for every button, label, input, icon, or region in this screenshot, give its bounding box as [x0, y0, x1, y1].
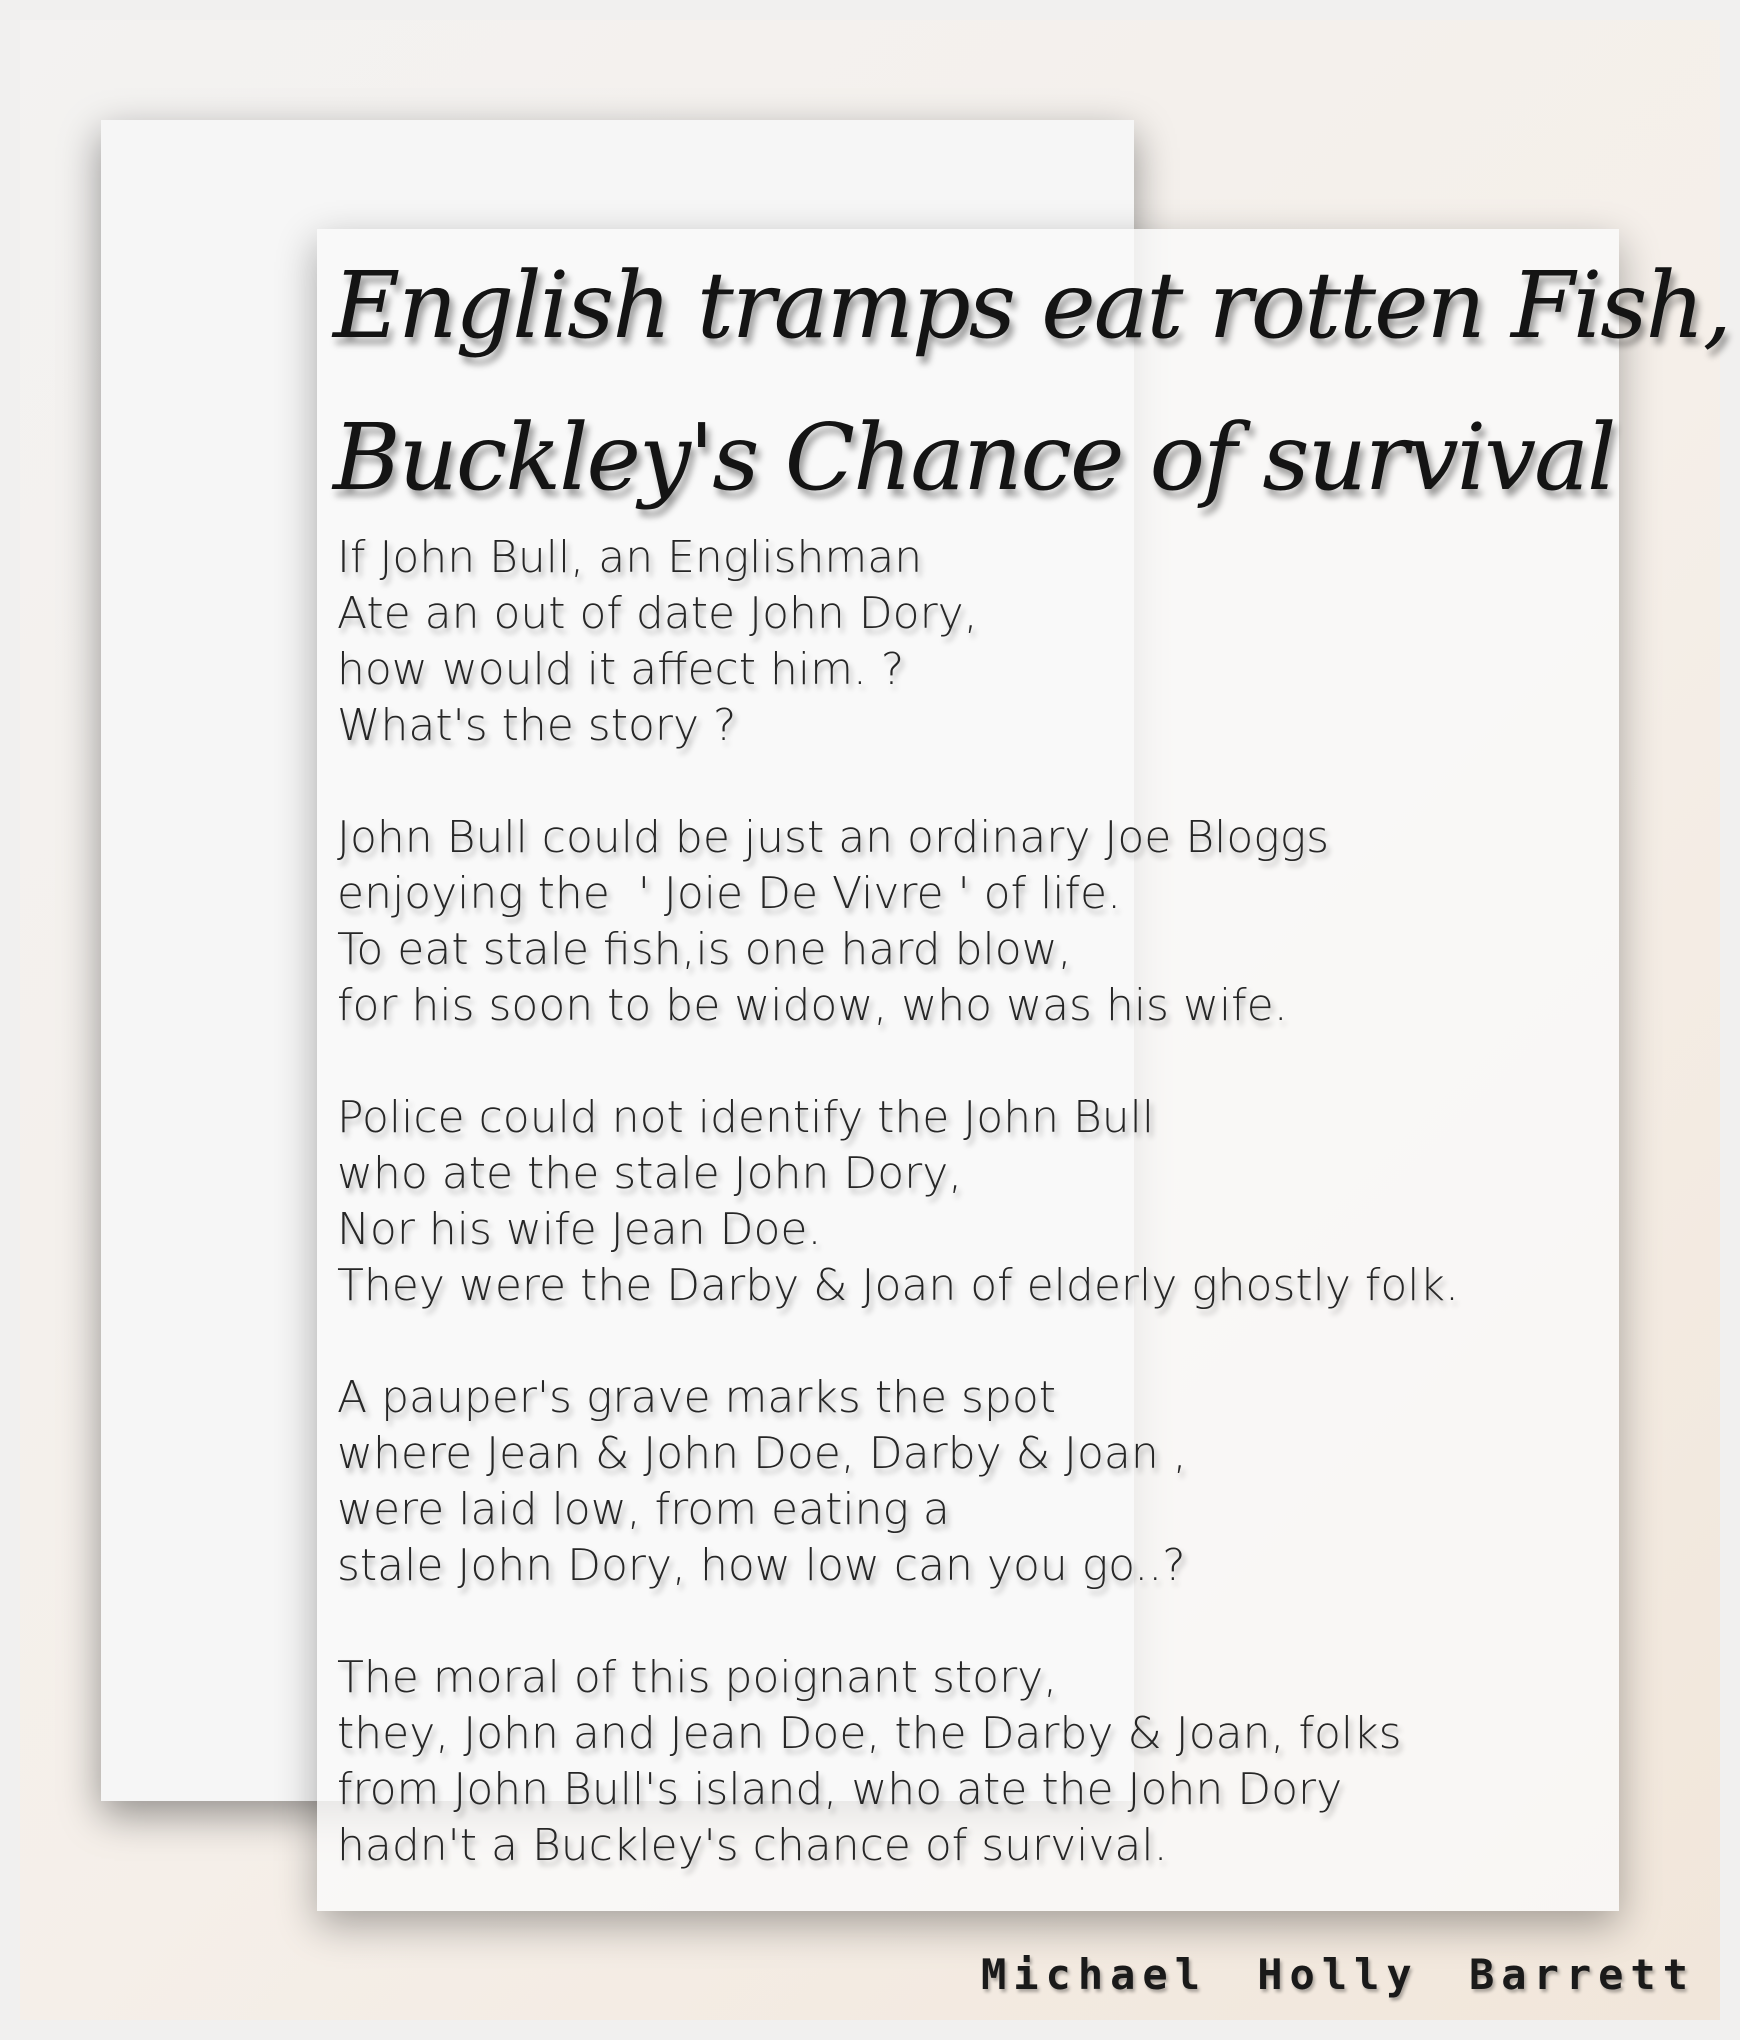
poem-line: enjoying the ' Joie De Vivre ' of life.: [337, 868, 1122, 919]
poem-title-line-2: Buckley's Chance of survival: [333, 404, 1615, 511]
poem-line: they, John and Jean Doe, the Darby & Joan, folks: [337, 1708, 1402, 1759]
poem-line: who ate the stale John Dory,: [337, 1148, 963, 1199]
stanza-5: [337, 1650, 1607, 1874]
poem-line: from John Bull's island, who ate the John Dory: [337, 1764, 1343, 1815]
poem-title-line-1: English tramps eat rotten Fish,: [333, 252, 1730, 359]
stanza-1: [337, 530, 1607, 754]
author-signature: Michael Holly Barrett: [980, 1950, 1695, 1999]
poem-line: A pauper's grave marks the spot: [337, 1372, 1057, 1423]
poem-line: Police could not identify the John Bull: [337, 1092, 1155, 1143]
poem-line: What's the story ?: [337, 700, 737, 751]
stanza-4: [337, 1370, 1607, 1594]
poem-line: If John Bull, an Englishman: [337, 532, 923, 583]
poem-line: They were the Darby & Joan of elderly ghostly folk.: [337, 1260, 1459, 1311]
stanza-2: [337, 810, 1607, 1034]
poem-title: [333, 230, 1730, 534]
poem-line: how would it affect him. ?: [337, 644, 905, 695]
poem-line: Nor his wife Jean Doe.: [337, 1204, 822, 1255]
poem-line: The moral of this poignant story,: [337, 1652, 1058, 1703]
poem-line: To eat stale fish,is one hard blow,: [337, 924, 1072, 975]
poem-line: for his soon to be widow, who was his wife.: [337, 980, 1288, 1031]
poem-line: John Bull could be just an ordinary Joe Bloggs: [337, 812, 1330, 863]
poem-line: Ate an out of date John Dory,: [337, 588, 978, 639]
poem-line: hadn't a Buckley's chance of survival.: [337, 1820, 1168, 1871]
stanza-3: [337, 1090, 1607, 1314]
poem-line: were laid low, from eating a: [337, 1484, 950, 1535]
poem-body: [337, 530, 1607, 1930]
poem-line: where Jean & John Doe, Darby & Joan ,: [337, 1428, 1187, 1479]
poem-line: stale John Dory, how low can you go..?: [337, 1540, 1186, 1591]
